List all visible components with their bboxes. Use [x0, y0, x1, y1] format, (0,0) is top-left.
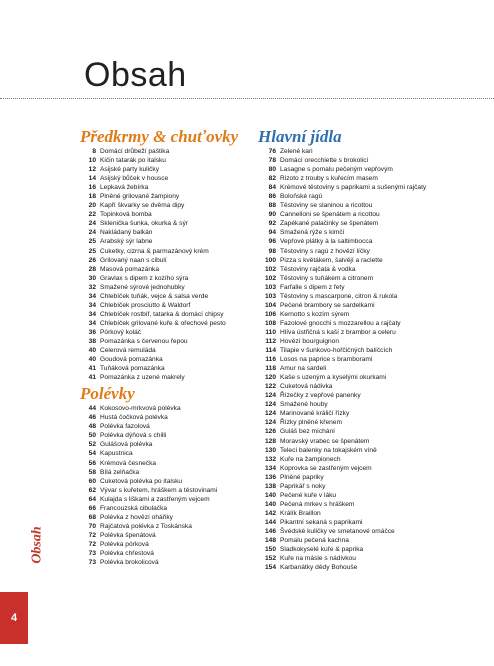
toc-entry — [80, 540, 255, 549]
toc-entry — [80, 328, 255, 337]
toc-entry-page: 16 — [88, 184, 96, 192]
title-divider — [0, 98, 494, 99]
toc-entry — [258, 500, 468, 509]
toc-entry-page: 24 — [88, 220, 96, 228]
toc-entry-label: Polévka brokolicová — [100, 559, 159, 567]
toc-entry — [258, 256, 468, 265]
toc-entry — [80, 247, 255, 256]
toc-entry-label: Polévka pórková — [100, 540, 149, 548]
toc-entry — [258, 563, 468, 572]
toc-entry-label: Krémová česnečka — [100, 459, 157, 467]
toc-entry-page: 86 — [268, 193, 276, 201]
toc-entry — [80, 364, 255, 373]
toc-entry-page: 46 — [88, 414, 96, 422]
toc-entry-page: 28 — [88, 265, 96, 273]
toc-entry-label: Moravský vrabec se špenátem — [280, 437, 370, 445]
toc-entry-page: 34 — [88, 292, 96, 300]
toc-entry-page: 124 — [264, 419, 276, 427]
toc-entry-label: Nakládaný balkán — [100, 229, 153, 237]
toc-entry-label: Vepřové plátky à la saltimbocca — [280, 238, 373, 246]
toc-column-left — [80, 127, 255, 567]
toc-entry-label: Králík Braillon — [280, 509, 321, 517]
toc-entry — [80, 201, 255, 210]
toc-entry — [258, 219, 468, 228]
toc-entry — [258, 536, 468, 545]
toc-entry-label: Cuketová nádivka — [280, 383, 333, 391]
toc-entry-label: Goudová pomazánka — [100, 356, 163, 364]
toc-entry — [80, 422, 255, 431]
toc-entry-label: Sklenička šunka, okurka & sýr — [100, 220, 188, 228]
toc-entry — [80, 495, 255, 504]
toc-entry-page: 110 — [265, 328, 276, 336]
toc-entry-page: 41 — [88, 374, 96, 382]
toc-entry-label: Domácí drůbeží paštika — [100, 148, 170, 155]
toc-entry-label: Chlebíček prosciutto & Waldorf — [100, 301, 191, 309]
toc-entry — [258, 274, 468, 283]
toc-entry-page: 154 — [264, 564, 276, 572]
toc-entry-page: 41 — [88, 365, 96, 373]
toc-entry — [80, 337, 255, 346]
toc-entry-page: 94 — [268, 229, 276, 237]
toc-entry-page: 70 — [88, 522, 96, 530]
toc-entry-label: Kapustnica — [100, 450, 133, 458]
toc-entry — [258, 464, 468, 473]
toc-entry-label: Hlíva ústřičná s kaší z brambor a celeru — [280, 328, 396, 336]
toc-entry-page: 62 — [88, 486, 96, 494]
toc-entry — [258, 364, 468, 373]
toc-entry — [258, 337, 468, 346]
toc-entry-page: 48 — [88, 423, 96, 431]
toc-entry-label: Těstoviny s ragú z hovězí líčky — [280, 247, 370, 255]
toc-entry-page: 90 — [268, 211, 276, 219]
toc-entry-label: Pizza s květákem, šalvějí a raclette — [280, 256, 383, 264]
toc-entry — [258, 418, 468, 427]
toc-entry-page: 148 — [264, 537, 276, 545]
toc-entry — [258, 328, 468, 337]
toc-entry — [258, 165, 468, 174]
toc-list-hlavni-jidla — [258, 147, 468, 572]
side-section-label — [26, 515, 50, 575]
toc-entry — [80, 413, 255, 422]
toc-entry-page: 102 — [264, 265, 276, 273]
toc-entry — [80, 319, 255, 328]
toc-entry-label: Krémové těstoviny s paprikami a sušenými rajčaty — [280, 184, 427, 192]
toc-entry-label: Cuketová polévka po italsku — [100, 477, 183, 485]
toc-entry-page: 126 — [264, 428, 276, 436]
toc-entry — [80, 219, 255, 228]
toc-entry-page: 106 — [264, 310, 276, 318]
toc-entry-label: Kuře na žampionech — [280, 455, 341, 463]
toc-entry — [258, 437, 468, 446]
toc-entry-page: 146 — [264, 527, 276, 535]
toc-entry — [80, 404, 255, 413]
toc-entry — [258, 292, 468, 301]
toc-entry-label: Marinované králičí řízky — [280, 410, 350, 418]
toc-entry — [80, 373, 255, 382]
toc-entry — [80, 504, 255, 513]
toc-entry-page: 40 — [88, 347, 96, 355]
toc-entry — [80, 156, 255, 165]
toc-entry-page: 58 — [88, 468, 96, 476]
toc-entry-label: Těstoviny rajčata & vodka — [280, 265, 356, 273]
toc-entry — [80, 440, 255, 449]
toc-entry-page: 124 — [264, 410, 276, 418]
toc-entry-label: Kapří škvarky se dvěma dipy — [100, 202, 185, 210]
section-heading-predkrmy: Předkrmy & chuťovky — [80, 127, 239, 146]
toc-entry-label: Topinková bomba — [100, 211, 152, 219]
toc-entry — [258, 409, 468, 418]
section-heading-hlavni-jidla: Hlavní jídla — [258, 127, 342, 146]
toc-entry — [80, 346, 255, 355]
toc-entry — [258, 427, 468, 436]
toc-entry — [80, 283, 255, 292]
toc-entry — [258, 373, 468, 382]
toc-entry-page: 54 — [88, 450, 96, 458]
toc-entry-page: 18 — [88, 193, 96, 201]
toc-entry — [80, 210, 255, 219]
toc-entry — [258, 473, 468, 482]
toc-entry-label: Pečené brambory se sardelkami — [280, 301, 375, 309]
toc-entry-page: 130 — [264, 446, 276, 454]
toc-entry-label: Sladkokyselé kuře & paprika — [280, 546, 364, 554]
toc-entry-label: Chlebíček tuňák, vejce & salsa verde — [100, 292, 209, 300]
toc-entry-page: 34 — [88, 301, 96, 309]
toc-entry — [258, 554, 468, 563]
toc-entry — [258, 400, 468, 409]
toc-entry — [80, 431, 255, 440]
toc-entry-page: 52 — [88, 441, 96, 449]
toc-entry-page: 25 — [88, 238, 96, 246]
toc-entry — [80, 486, 255, 495]
toc-entry-label: Polévka špenátová — [100, 531, 156, 539]
toc-entry-label: Cannelloni se špenátem a ricottou — [280, 211, 380, 219]
toc-entry-page: 118 — [265, 365, 276, 373]
toc-entry-label: Boloňské ragú — [280, 193, 323, 201]
toc-entry-label: Domácí orecchiette s brokolicí — [280, 157, 369, 165]
toc-entry — [80, 274, 255, 283]
toc-entry-label: Farfalle s dipem z fety — [280, 283, 345, 291]
toc-entry-page: 82 — [268, 175, 276, 183]
toc-entry-page: 114 — [265, 347, 276, 355]
toc-entry-label: Hustá čočková polévka — [100, 414, 168, 422]
toc-entry — [80, 174, 255, 183]
toc-entry-page: 32 — [88, 283, 96, 291]
toc-entry — [80, 183, 255, 192]
toc-entry — [258, 482, 468, 491]
toc-entry-label: Asijské party kuličky — [100, 166, 159, 174]
toc-entry-page: 38 — [88, 337, 96, 345]
toc-entry — [258, 237, 468, 246]
toc-entry — [258, 355, 468, 364]
toc-entry — [80, 531, 255, 540]
toc-entry — [80, 192, 255, 201]
toc-entry-label: Arabský sýr labne — [100, 238, 153, 246]
toc-entry-label: Celerová remuláda — [100, 347, 156, 355]
toc-entry-page: 24 — [88, 229, 96, 237]
toc-entry-label: Smažené houby — [280, 401, 328, 409]
toc-entry-page: 102 — [264, 274, 276, 282]
toc-entry-label: Masová pomazánka — [100, 265, 160, 273]
toc-entry — [258, 382, 468, 391]
toc-entry-label: Řízečky z vepřové panenky — [280, 392, 361, 400]
toc-entry-page: 36 — [88, 328, 96, 336]
toc-entry-label: Grilovaný naan s cibulí — [100, 256, 167, 264]
toc-entry — [258, 346, 468, 355]
toc-entry — [258, 201, 468, 210]
toc-entry-page: 66 — [88, 504, 96, 512]
toc-entry-label: Smažené sýrové jednohubky — [100, 283, 185, 291]
toc-entry-page: 134 — [264, 464, 276, 472]
toc-entry — [258, 509, 468, 518]
toc-entry-label: Kulajda s liškami a zastřeným vejcem — [100, 495, 210, 503]
toc-entry — [258, 491, 468, 500]
toc-entry-label: Tilapie v šunkovo-hořčičných balíčcích — [280, 347, 393, 355]
toc-entry-label: Plněné grilované žampiony — [100, 193, 180, 201]
toc-entry-label: Koprovka se zastřeným vejcem — [280, 464, 372, 472]
toc-entry — [80, 237, 255, 246]
toc-entry-label: Amur na sardeli — [280, 365, 327, 373]
toc-entry — [80, 228, 255, 237]
toc-entry-page: 78 — [268, 157, 276, 165]
toc-entry — [80, 549, 255, 558]
toc-entry-page: 73 — [88, 549, 96, 557]
toc-entry — [258, 247, 468, 256]
toc-entry-label: Zapékané palačinky se špenátem — [280, 220, 379, 228]
toc-entry-page: 132 — [264, 455, 276, 463]
toc-entry-page: 142 — [264, 509, 276, 517]
toc-entry-page: 44 — [88, 405, 96, 413]
toc-entry — [80, 147, 255, 156]
toc-entry-page: 140 — [264, 491, 276, 499]
toc-entry — [258, 455, 468, 464]
toc-entry-label: Paprikář s noky — [280, 482, 326, 490]
toc-entry — [258, 446, 468, 455]
toc-entry-label: Chlebíček grilované kuře & ořechové pesto — [100, 319, 226, 327]
toc-entry-page: 140 — [264, 500, 276, 508]
toc-entry-page: 30 — [88, 274, 96, 282]
toc-entry-label: Lepkavá žebírka — [100, 184, 149, 192]
toc-entry — [258, 301, 468, 310]
toc-entry-label: Fazolové gnocchi s mozzarellou a rajčaty — [280, 319, 401, 327]
toc-entry-label: Polévka fazolová — [100, 423, 150, 431]
toc-entry — [80, 301, 255, 310]
toc-entry — [80, 513, 255, 522]
toc-entry-page: 60 — [88, 477, 96, 485]
toc-entry-label: Chlebíček rostbíf, tatarka & domácí chipsy — [100, 310, 224, 318]
toc-entry — [258, 174, 468, 183]
toc-entry — [258, 310, 468, 319]
toc-entry-label: Kaše s uzeným a kyselými okurkami — [280, 374, 387, 382]
toc-entry-page: 124 — [264, 401, 276, 409]
toc-entry-label: Pikantní sekaná s paprikami — [280, 518, 363, 526]
toc-entry-label: Kokosovo-mrkvová polévka — [100, 405, 181, 413]
toc-entry-label: Polévka z hovězí oháňky — [100, 513, 173, 521]
toc-entry-page: 80 — [268, 166, 276, 174]
toc-entry-label: Pórkový koláč — [100, 328, 142, 336]
toc-entry — [258, 192, 468, 201]
toc-entry-label: Hovězí bourguignon — [280, 337, 340, 345]
toc-entry — [80, 355, 255, 364]
toc-entry — [258, 545, 468, 554]
toc-entry-label: Zelené kari — [280, 148, 313, 155]
page-title: Obsah — [84, 56, 187, 94]
toc-entry-page: 73 — [88, 559, 96, 567]
toc-entry-label: Plněné papriky — [280, 473, 324, 481]
toc-entry — [258, 283, 468, 292]
toc-entry-label: Guláš bez míchání — [280, 428, 335, 436]
toc-entry-label: Těstoviny se slaninou a ricottou — [280, 202, 373, 210]
toc-entry-page: 34 — [88, 310, 96, 318]
toc-entry-label: Smažená rýže s kimčí — [280, 229, 345, 237]
side-section-label-text: Obsah — [30, 526, 46, 564]
toc-entry-label: Polévka dýňová s chilli — [100, 432, 167, 440]
toc-entry — [258, 228, 468, 237]
toc-entry-page: 103 — [264, 292, 276, 300]
toc-entry — [258, 147, 468, 156]
toc-entry-page: 136 — [264, 473, 276, 481]
toc-entry-label: Kičin tatarák po italsku — [100, 157, 166, 165]
toc-entry-page: 40 — [88, 356, 96, 364]
toc-entry-page: 124 — [264, 392, 276, 400]
toc-entry-page: 14 — [88, 175, 96, 183]
toc-entry-label: Pomalu pečená kachna — [280, 537, 349, 545]
toc-entry-page: 92 — [268, 220, 276, 228]
toc-entry — [258, 265, 468, 274]
toc-entry — [80, 459, 255, 468]
toc-entry-label: Kernotto s kozím sýrem — [280, 310, 350, 318]
toc-entry-label: Pomazánka z uzené makrely — [100, 374, 185, 382]
toc-entry-page: 20 — [88, 202, 96, 210]
toc-entry-page: 144 — [264, 518, 276, 526]
section-heading-polevky: Polévky — [80, 384, 135, 404]
toc-entry-label: Francouzská cibulačka — [100, 504, 168, 512]
toc-entry — [80, 558, 255, 567]
toc-entry-page: 128 — [264, 437, 276, 445]
toc-entry-page: 72 — [88, 531, 96, 539]
toc-entry — [80, 310, 255, 319]
toc-entry-page: 12 — [88, 166, 96, 174]
toc-entry-page: 88 — [268, 202, 276, 210]
toc-entry-label: Rajčatová polévka z Toskánska — [100, 522, 192, 530]
toc-entry-page: 108 — [264, 319, 276, 327]
toc-entry — [80, 522, 255, 531]
toc-entry-page: 72 — [88, 540, 96, 548]
toc-entry-page: 104 — [264, 301, 276, 309]
toc-entry-label: Pečené kuře v láku — [280, 491, 337, 499]
toc-entry-page: 116 — [265, 356, 276, 364]
toc-entry-page: 10 — [88, 157, 96, 165]
toc-entry — [80, 256, 255, 265]
toc-entry-label: Lasagne s pomalu pečeným vepřovým — [280, 166, 393, 174]
page-number-badge: 4 — [0, 592, 28, 644]
toc-entry-page: 122 — [264, 383, 276, 391]
toc-entry-page: 68 — [88, 513, 96, 521]
toc-entry-page: 103 — [264, 283, 276, 291]
toc-entry-page: 8 — [92, 148, 96, 155]
toc-entry-label: Řízky plněné křenem — [280, 419, 342, 427]
toc-entry-page: 138 — [264, 482, 276, 490]
toc-entry-label: Švédské kuličky ve smetanové omáčce — [280, 527, 395, 535]
toc-entry-label: Rizoto z trouby s kuřecím masem — [280, 175, 378, 183]
toc-entry-page: 25 — [88, 247, 96, 255]
toc-entry-page: 84 — [268, 184, 276, 192]
toc-entry-page: 22 — [88, 211, 96, 219]
toc-entry-label: Kuře na másle s nádivkou — [280, 555, 356, 563]
toc-entry — [80, 468, 255, 477]
toc-entry-page: 34 — [88, 319, 96, 327]
toc-entry-page: 76 — [268, 148, 276, 155]
toc-entry-label: Těstoviny s tuňákem a citronem — [280, 274, 374, 282]
toc-entry — [258, 156, 468, 165]
toc-entry — [80, 477, 255, 486]
toc-entry — [258, 183, 468, 192]
toc-entry-page: 96 — [268, 238, 276, 246]
toc-entry-page: 120 — [264, 374, 276, 382]
toc-entry-label: Polévka chřestová — [100, 549, 154, 557]
toc-entry-label: Pomazánka s červenou řepou — [100, 337, 188, 345]
toc-entry — [80, 292, 255, 301]
toc-entry-page: 112 — [265, 337, 276, 345]
toc-entry-page: 98 — [268, 247, 276, 255]
toc-entry-label: Tuňáková pomazánka — [100, 365, 165, 373]
toc-entry-label: Pečená mrkev s hráškem — [280, 500, 355, 508]
toc-entry — [258, 391, 468, 400]
toc-entry-label: Losos na paprice s bramborami — [280, 356, 373, 364]
toc-entry-label: Těstoviny s mascarpone, citron & rukola — [280, 292, 398, 300]
toc-entry-page: 100 — [264, 256, 276, 264]
toc-entry-page: 64 — [88, 495, 96, 503]
toc-entry-page: 26 — [88, 256, 96, 264]
toc-entry-label: Asijský bůček v housce — [100, 175, 169, 183]
toc-entry-page: 50 — [88, 432, 96, 440]
toc-column-right — [258, 127, 468, 572]
toc-entry — [258, 319, 468, 328]
toc-entry-label: Vývar s kuřetem, hráškem a těstovinami — [100, 486, 218, 494]
toc-list-polevky — [80, 404, 255, 567]
toc-entry-label: Bílá zelňačka — [100, 468, 140, 476]
toc-entry — [80, 165, 255, 174]
toc-entry-label: Cuketky, cizrna & parmazánový krém — [100, 247, 209, 255]
toc-entry-label: Gulášová polévka — [100, 441, 153, 449]
toc-entry — [258, 518, 468, 527]
toc-entry-page: 56 — [88, 459, 96, 467]
toc-entry-label: Telecí balenky na tokajském víně — [280, 446, 377, 454]
toc-entry — [258, 210, 468, 219]
toc-entry-label: Karbanátky dědy Bohouše — [280, 564, 358, 572]
toc-entry-label: Gravlax s dipem z kozího sýra — [100, 274, 189, 282]
toc-entry — [258, 527, 468, 536]
toc-entry — [80, 265, 255, 274]
toc-entry-page: 152 — [264, 555, 276, 563]
toc-entry-page: 150 — [264, 546, 276, 554]
toc-entry — [80, 449, 255, 458]
toc-list-predkrmy — [80, 147, 255, 382]
